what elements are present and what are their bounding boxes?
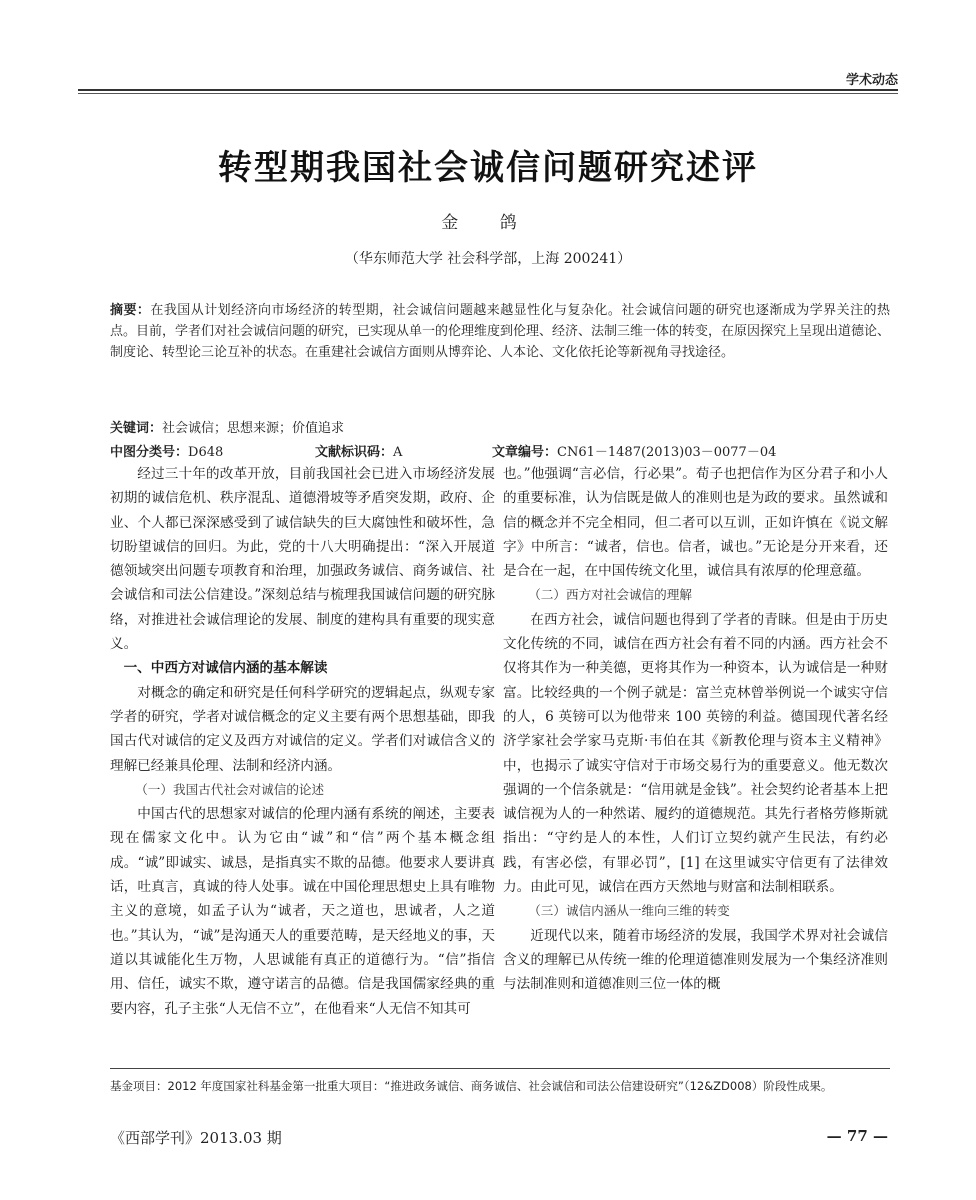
clc-code	[110, 442, 223, 463]
paragraph: 经过三十年的改革开放，目前我国社会已进入市场经济发展初期的诚信危机、秩序混乱、道德滑坡等矛盾突发期，政府、企业、个人都已深深感受到了诚信缺失的巨大腐蚀性和破坏性，急切盼望诚信的回归。为此，党的十八大明确提出：“深入开展道德领域突出问题专项教育和治理，加强政务诚信、商务诚信、社会诚信和司法公信建设。”深刻总结与梳理我国诚信问题的研究脉络，对推进社会诚信理论的发展、制度的建构具有重要的现实意义。	[110, 466, 495, 653]
subsection-heading: （三）诚信内涵从一维向三维的转变	[528, 903, 730, 919]
paragraph: 近现代以来，随着市场经济的发展，我国学术界对社会诚信含义的理解已从传统一维的伦理道德准则发展为一个集经济准则与法制准则和道德准则三位一体的概	[503, 927, 888, 993]
header-rule	[78, 89, 898, 91]
article-title: 转型期我国社会诚信问题研究述评	[218, 148, 758, 188]
keywords-label: 关键词：	[110, 421, 163, 436]
article-number	[492, 442, 776, 463]
article-author: 金 鸽	[441, 213, 535, 233]
paragraph-continued: 也。”他强调“言必信，行必果”。荀子也把信作为区分君子和小人的重要标准，认为信既是做人的准则也是为政的要求。虽然诚和信的概念并不完全相同，但二者可以互训，正如许慎在《说文解字》中所言：“诚者，信也。信者，诚也。”无论是分开来看，还是合在一起，在中国传统文化里，诚信具有浓厚的伦理意蕴。	[503, 466, 888, 580]
clc-value: D648	[188, 445, 224, 460]
clc-label: 中图分类号：	[110, 445, 189, 460]
article-number-value: CN61－1487(2013)03－0077－04	[557, 445, 777, 460]
subsection-heading: （二）西方对社会诚信的理解	[528, 587, 692, 603]
body-column-right	[503, 462, 888, 997]
funding-footnote: 基金项目：2012 年度国家社科基金第一批重大项目：“推进政务诚信、商务诚信、社会诚信和司法公信建设研究”（12&ZD008）阶段性成果。	[110, 1079, 833, 1093]
footnote-rule	[110, 1068, 890, 1069]
abstract-label: 摘要：	[110, 303, 151, 318]
paragraph: 在西方社会，诚信问题也得到了学者的青睐。但是由于历史文化传统的不同，诚信在西方社会有着不同的内涵。西方社会不仅将其作为一种美德，更将其作为一种资本，认为诚信是一种财富。比较经典的一个例子就是：富兰克林曾举例说一个诚实守信的人，6 英镑可以为他带来 100 英镑的利益。德国现代著名经济学家社会学家马克斯·韦伯在其《新教伦理与资本主义精神》中，也揭示了诚实守信对于市场交易行为的重要意义。他无数次强调的一个信条就是：“信用就是金钱”。社会契约论者基本上把诚信视为人的一种然诺、履约的道德规范。其先行者格劳修斯就指出：“守约是人的本性，人们订立契约就产生民法，有约必践，有害必偿，有罪必罚”，[1] 在这里诚实守信更有了法律效力。由此可见，诚信在西方天然地与财富和法制相联系。	[503, 611, 888, 896]
page-number: — 77 —	[826, 1127, 888, 1145]
subsection-heading: （一）我国古代社会对诚信的论述	[135, 781, 325, 797]
header-rule-thin	[78, 93, 898, 94]
keywords	[110, 418, 890, 439]
doc-code	[315, 442, 402, 463]
keywords-text: 社会诚信；思想来源；价值追求	[162, 421, 345, 436]
article-number-label: 文章编号：	[492, 445, 558, 460]
doc-code-label: 文献标识码：	[315, 445, 394, 460]
doc-code-value: A	[393, 445, 403, 460]
author-affiliation: （华东师范大学 社会科学部，上海 200241）	[344, 251, 632, 267]
section-heading: 一、中西方对诚信内涵的基本解读	[123, 660, 328, 677]
abstract-text: 在我国从计划经济向市场经济的转型期，社会诚信问题越来越显性化与复杂化。社会诚信问题的研究也逐渐成为学界关注的热点。目前，学者们对社会诚信问题的研究，已实现从单一的伦理维度到伦理、经济、法制三维一体的转变，在原因探究上呈现出道德论、制度论、转型论三论互补的状态。在重建社会诚信方面则从博弈论、人本论、文化依托论等新视角寻找途径。	[110, 303, 891, 360]
abstract	[110, 300, 890, 363]
body-column-left	[110, 462, 495, 1021]
paragraph: 对概念的确定和研究是任何科学研究的逻辑起点，纵观专家学者的研究，学者对诚信概念的定义主要有两个思想基础，即我国古代对诚信的定义及西方对诚信的定义。学者们对诚信含义的理解已经兼具伦理、法制和经济内涵。	[110, 684, 495, 774]
paragraph: 中国古代的思想家对诚信的伦理内涵有系统的阐述，主要表现在儒家文化中。认为它由“诚”和“信”两个基本概念组成。“诚”即诚实、诚恳，是指真实不欺的品德。他要求人要讲真话，吐真言，真诚的待人处事。诚在中国伦理思想史上具有唯物主义的意境，如孟子认为“诚者，天之道也，思诚者，人之道也。”其认为，“诚”是沟通天人的重要范畴，是天经地义的事，天道以其诚能化生万物，人思诚能有真正的道德行为。“信”指信用、信任，诚实不欺，遵守诺言的品德。信是我国儒家经典的重要内容，孔子主张“人无信不立”，在他看来“人无信不知其可	[110, 806, 495, 1017]
journal-name: 《西部学刊》2013.03 期	[110, 1129, 282, 1147]
section-tag: 学术动态	[845, 73, 898, 88]
